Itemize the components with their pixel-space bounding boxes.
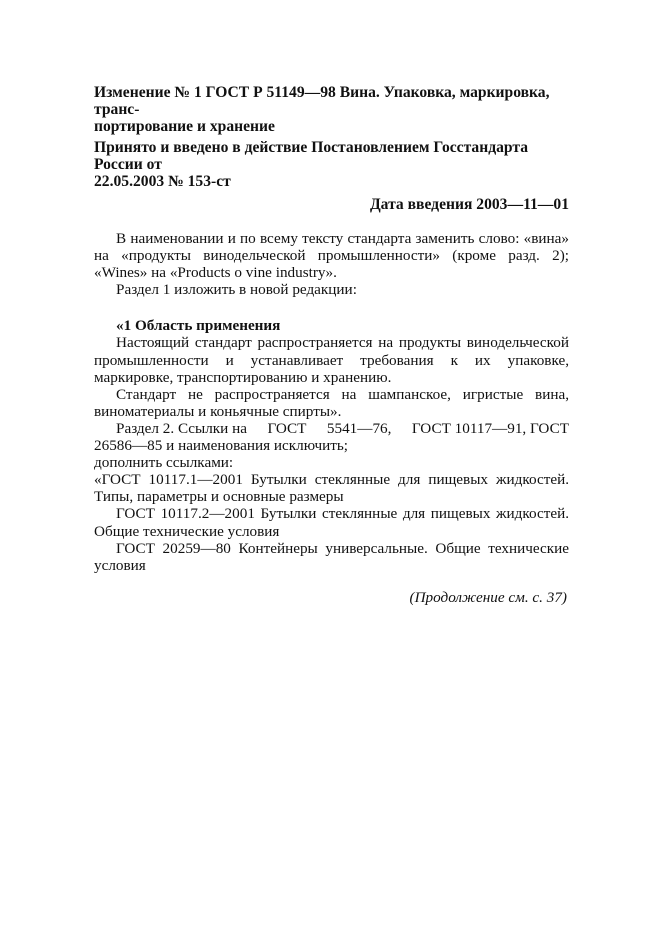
document-content [94,84,569,621]
section-1-heading: «1 Область применения [116,317,281,335]
ref-part-b: ГОСТ [267,419,307,437]
adoption-statement [94,139,569,190]
effective-date: Дата введения 2003—11—01 [369,196,569,213]
adoption-statement-line1: Принято и введено в действие Постановлением Госстандарта России от [94,139,529,173]
amendment-title-line2: портирование и хранение [94,118,275,135]
ref-part-a: Раздел 2. Ссылки на [116,419,247,437]
intro-block [94,230,569,298]
scope-paragraph: Настоящий стандарт распространяется на продукты винодельческой промышленности и устанавливает требования к их упаковке, маркировке, транспортированию и хранению. [94,334,569,386]
ref-part-c: 5541—76, [326,419,392,437]
references-continuation: 26586—85 и наименования исключить; [94,437,349,455]
gost-reference-1: «ГОСТ 10117.1—2001 Бутылки стеклянные для пищевых жидкостей. Типы, параметры и основные размеры [94,471,569,506]
exclusion-paragraph: Стандарт не распространяется на шампанское, игристые вина, виноматериалы и коньячные спирты». [94,385,569,420]
adoption-statement-line2: 22.05.2003 № 153-ст [94,173,231,190]
amendment-title [94,84,569,135]
ref-part-d: ГОСТ 10117—91, ГОСТ [411,419,569,437]
section-2-references-line [94,420,569,437]
continuation-note: (Продолжение см. с. 37) [409,588,567,606]
add-references-label: дополнить ссылками: [94,454,234,472]
rename-paragraph: В наименовании и по всему тексту стандарта заменить слово: «вина» на «продукты винодельческой промышленности» (кроме разд. 2); «Wines» на «Products o vine industry». [94,230,569,282]
gost-reference-2: ГОСТ 10117.2—2001 Бутылки стеклянные для пищевых жидкостей. Общие технические условия [94,505,569,540]
amendment-title-line1: Изменение № 1 ГОСТ Р 51149—98 Вина. Упаковка, маркировка, транс- [94,84,550,118]
section1-instruction: Раздел 1 изложить в новой редакции: [116,281,357,299]
section-1-block [94,317,569,573]
gost-reference-3: ГОСТ 20259—80 Контейнеры универсальные. Общие технические условия [94,539,569,574]
